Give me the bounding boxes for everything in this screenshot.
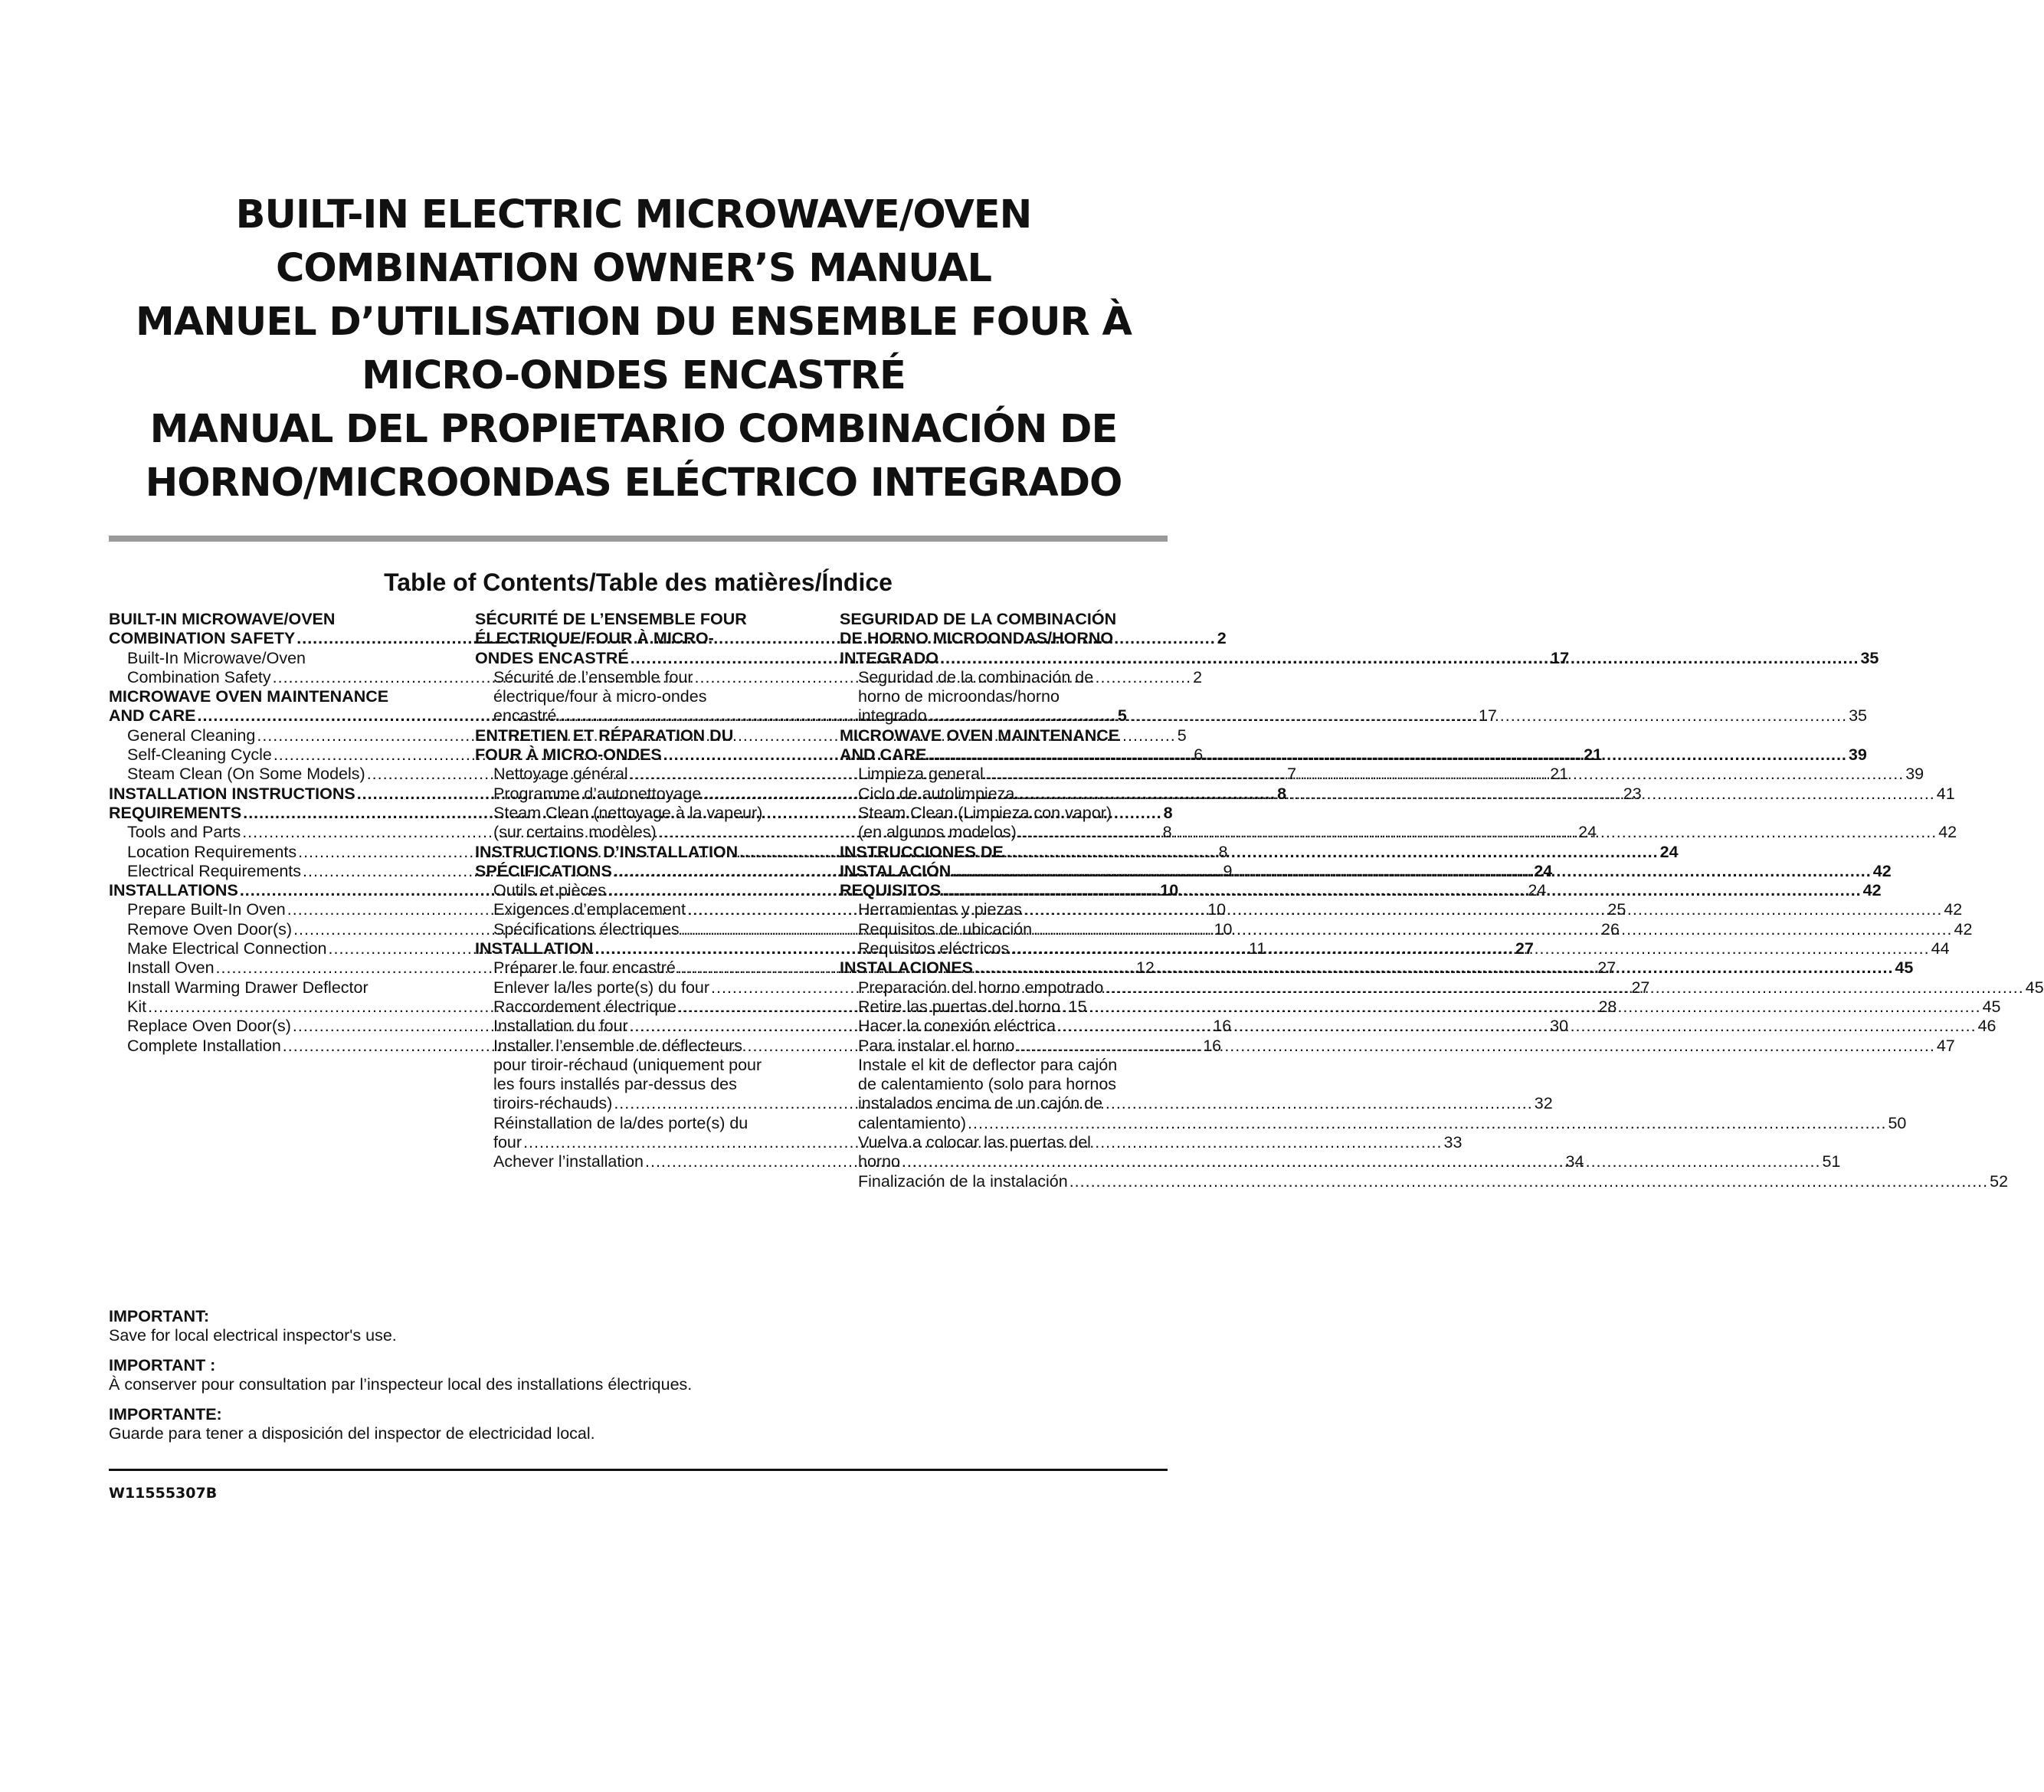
toc-entry-label: ENTRETIEN ET RÉPARATION DU [475, 726, 734, 745]
toc-entry-label: Instale el kit de deflector para cajón [858, 1055, 1118, 1074]
toc-page-number: 24 [1659, 842, 1679, 861]
dot-leader [1011, 939, 1929, 958]
toc-entry-label: integrado [858, 706, 927, 726]
title-line: MICRO-ONDES ENCASTRÉ [362, 353, 906, 398]
toc-page-number: 27 [1515, 939, 1534, 958]
toc-entry-label: Retire las puertas del horno [858, 997, 1061, 1016]
toc-entry-label: Kit [127, 997, 147, 1016]
toc-page-number: 21 [1584, 745, 1603, 765]
important-heading: IMPORTANTE: [109, 1405, 222, 1423]
toc-entry-label: COMBINATION SAFETY [109, 629, 296, 648]
toc-entry-label: Enlever la/les porte(s) du four [493, 978, 710, 997]
toc-entry-label: Limpieza general [858, 765, 984, 784]
toc-page-number: 44 [1931, 939, 1950, 958]
toc-page-number: 11 [1248, 939, 1266, 958]
toc-entry-label: Installation du four [493, 1017, 628, 1036]
toc-entry-label: DE HORNO MICROONDAS/HORNO [840, 629, 1114, 648]
toc-page-number: 35 [1849, 706, 1868, 726]
dot-leader [1016, 1037, 1934, 1056]
toc-entry-label: Location Requirements [127, 842, 297, 861]
toc-page-number: 17 [1478, 706, 1497, 726]
manual-title [107, 188, 1160, 510]
toc-entry-label: calentamiento) [858, 1113, 967, 1132]
toc-page-number: 39 [1905, 765, 1924, 784]
toc-entry-label: REQUIREMENTS [109, 803, 242, 822]
toc-entry-label: INSTALACIÓN [840, 861, 952, 880]
dot-leader [902, 1152, 1820, 1171]
dot-leader [975, 958, 1893, 978]
toc-entry-label: horno de microondas/horno [858, 687, 1060, 706]
important-notices [109, 1307, 1168, 1454]
toc-entry-label: INSTALLATION INSTRUCTIONS [109, 784, 355, 803]
toc-entry-label: Herramientas y piezas [858, 900, 1022, 919]
toc-page-number: 24 [1534, 861, 1553, 880]
toc-page-number: 45 [1895, 958, 1914, 978]
toc-page-number: 47 [1936, 1036, 1955, 1055]
toc-page-number: 17 [1551, 648, 1570, 667]
toc-entry-label: Install Oven [127, 958, 215, 978]
toc-entry-label: pour tiroir-réchaud (uniquement pour [493, 1055, 762, 1074]
toc-page-number: 2 [1193, 667, 1203, 686]
dot-leader [1024, 900, 1942, 919]
toc-page-number: 28 [1598, 997, 1617, 1016]
toc-entry-label: Exigences d’emplacement [493, 900, 686, 919]
toc-entry-label: Requisitos eléctricos [858, 939, 1010, 958]
toc-page-number: 25 [1607, 900, 1626, 919]
toc-entry-label: Tools and Parts [127, 823, 241, 842]
toc-entry-label: Vuelva a colocar las puertas del [858, 1133, 1091, 1152]
toc-page-number: 10 [1207, 900, 1227, 919]
toc-heading: Table of Contents/Table des matières/Índice [384, 568, 893, 596]
toc-page-number: 16 [1203, 1036, 1222, 1055]
toc-entry-label: Préparer le four encastré [493, 958, 676, 978]
toc-entry-label: Preparación del horno empotrado [858, 978, 1104, 997]
toc-page-number: 42 [1944, 900, 1963, 919]
toc-page-number: 8 [1277, 784, 1287, 803]
toc-entry-last-line [858, 1113, 1907, 1133]
toc-page-number: 8 [1218, 842, 1228, 861]
toc-entry-label: AND CARE [109, 706, 196, 726]
toc-entry-label: Outils et pièces [493, 881, 606, 900]
toc-entry-label: SEGURIDAD DE LA COMBINACIÓN [840, 610, 1117, 628]
toc-entry-label: Programme d’autonettoyage [493, 784, 702, 803]
dot-leader [929, 706, 1847, 726]
important-heading: IMPORTANT : [109, 1356, 216, 1374]
toc-entry-label: Installer l’ensemble de déflecteurs [493, 1036, 743, 1055]
toc-entry-label: INTEGRADO [840, 648, 938, 667]
toc-entry-label: REQUISITOS [840, 881, 942, 900]
dot-leader [1062, 998, 1980, 1017]
toc-page-number: 24 [1528, 881, 1547, 900]
dot-leader [1057, 1017, 1976, 1036]
toc-entry-label: de calentamiento (solo para hornos [858, 1075, 1117, 1094]
toc-entry-label: FOUR À MICRO-ONDES [475, 745, 662, 765]
toc-entry-label: Requisitos de ubicación [858, 919, 1033, 939]
toc-page-number: 41 [1936, 784, 1955, 803]
toc-entry-label: Make Electrical Connection [127, 939, 327, 958]
toc-entry-label: Install Warming Drawer Deflector [127, 978, 369, 997]
toc-entry-label: INSTRUCTIONS D’INSTALLATION [475, 842, 739, 861]
toc-entry-label: Combination Safety [127, 667, 271, 686]
title-line: BUILT-IN ELECTRIC MICROWAVE/OVEN [235, 192, 1032, 238]
toc-entry-label: Built-In Microwave/Oven [127, 648, 306, 667]
toc-page-number: 10 [1160, 881, 1179, 900]
toc-entry-label: Finalización de la instalación [858, 1171, 1068, 1191]
title-line: HORNO/MICROONDAS ELÉCTRICO INTEGRADO [145, 460, 1122, 506]
toc-page-number: 2 [1217, 629, 1227, 648]
dot-leader [1105, 978, 2023, 998]
toc-entry-label: INSTALLATION [475, 939, 594, 958]
toc-entry-label: Complete Installation [127, 1036, 281, 1055]
dot-leader [968, 1114, 1886, 1133]
toc-page-number: 27 [1597, 958, 1617, 978]
toc-entry-label: BUILT-IN MICROWAVE/OVEN [109, 610, 336, 628]
toc-entry-label: Steam Clean (On Some Models) [127, 765, 365, 784]
important-text: Guarde para tener a disposición del inspector de electricidad local. [109, 1424, 595, 1443]
toc-entry-label: INSTALLATIONS [109, 881, 238, 900]
toc-page-number: 42 [1862, 881, 1882, 900]
dot-leader [928, 745, 1846, 765]
toc-page-number: 45 [1982, 997, 2001, 1016]
dot-leader [1033, 920, 1952, 939]
important-heading: IMPORTANT: [109, 1307, 209, 1325]
toc-entry-label: Self-Cleaning Cycle [127, 745, 272, 765]
toc-page-number: 30 [1550, 1017, 1569, 1036]
toc-page-number: 45 [2025, 978, 2044, 997]
toc-page-number: 34 [1565, 1152, 1584, 1171]
toc-page-number: 6 [1194, 745, 1204, 765]
toc-entry-label: INSTRUCCIONES DE [840, 842, 1004, 861]
toc-page-number: 50 [1888, 1113, 1907, 1132]
part-number: W11555307B [109, 1485, 218, 1502]
toc-entry-label: General Cleaning [127, 726, 256, 745]
dot-leader [952, 862, 1871, 881]
toc-page-number: 9 [1223, 861, 1233, 880]
dot-leader [1016, 785, 1934, 804]
toc-entry-label: instalados encima de un cajón de [858, 1094, 1103, 1113]
toc-page-number: 15 [1068, 997, 1087, 1016]
toc-entry-label: horno [858, 1152, 900, 1171]
dot-leader [1018, 823, 1937, 842]
toc-page-number: 12 [1135, 958, 1155, 978]
toc-entry-label: Steam Clean (nettoyage à la vapeur) [493, 803, 763, 822]
important-text: À conserver pour consultation par l’inspecteur local des installations électriques. [109, 1375, 693, 1394]
toc-entry [840, 1171, 2009, 1191]
toc-page-number: 21 [1550, 765, 1569, 784]
toc-entry-label: Replace Oven Door(s) [127, 1017, 291, 1036]
dot-leader [985, 765, 1904, 784]
toc-entry-label: SÉCURITÉ DE L’ENSEMBLE FOUR [475, 610, 747, 628]
toc-page-number: 32 [1534, 1094, 1553, 1113]
toc-entry-label: Nettoyage général [493, 765, 628, 784]
toc-entry-label: AND CARE [840, 745, 927, 765]
toc-page-number: 8 [1163, 803, 1173, 822]
toc-page-number: 42 [1872, 861, 1892, 880]
toc-entry-label: INSTALACIONES [840, 958, 973, 978]
toc-entry-label: électrique/four à micro-ondes [493, 687, 707, 706]
toc-page-number: 42 [1954, 919, 1973, 939]
toc-page-number: 33 [1443, 1133, 1463, 1152]
toc-entry-label: Remove Oven Door(s) [127, 919, 293, 939]
dot-leader [940, 649, 1859, 668]
footer-divider [109, 1469, 1168, 1471]
toc-page-number: 39 [1848, 745, 1867, 765]
toc-entry-label: tiroirs-réchauds) [493, 1094, 613, 1113]
title-divider [109, 536, 1168, 542]
toc-page-number: 42 [1938, 823, 1957, 842]
toc-entry-last-line [858, 1171, 2009, 1191]
toc-page-number: 35 [1860, 648, 1879, 667]
toc-entry-label: ONDES ENCASTRÉ [475, 648, 629, 667]
toc-entry-label: Sécurité de l’ensemble four [493, 667, 693, 686]
toc-entry-label: les fours installés par-dessus des [493, 1075, 737, 1094]
important-text: Save for local electrical inspector's use. [109, 1326, 397, 1345]
title-line: MANUEL D’UTILISATION DU ENSEMBLE FOUR À [136, 300, 1132, 345]
toc-entry-label: Raccordement électrique [493, 997, 677, 1016]
toc-entry-label: Ciclo de autolimpieza [858, 784, 1015, 803]
toc-entry-label: MICROWAVE OVEN MAINTENANCE [840, 726, 1120, 745]
dot-leader [942, 881, 1861, 900]
toc-page-number: 8 [1162, 823, 1172, 842]
toc-page-number: 5 [1117, 706, 1127, 726]
toc-entry-label: encastré [493, 706, 557, 726]
toc-entry-label: Hacer la conexión eléctrica [858, 1017, 1056, 1036]
toc-page-number: 46 [1977, 1017, 1997, 1036]
toc-page-number: 26 [1601, 919, 1620, 939]
toc-page-number: 7 [1287, 765, 1297, 784]
toc-page-number: 51 [1822, 1152, 1841, 1171]
toc-page-number: 27 [1631, 978, 1650, 997]
toc-entry-label: Réinstallation de la/des porte(s) du [493, 1113, 748, 1132]
toc-entry-label: Steam Clean (Limpieza con vapor) [858, 803, 1112, 822]
toc-entry-label: Seguridad de la combinación de [858, 667, 1094, 686]
toc-page-number: 52 [1990, 1171, 2009, 1191]
toc-entry-label: Spécifications électriques [493, 919, 680, 939]
toc-page-number: 23 [1623, 784, 1642, 803]
toc-entry-label: Electrical Requirements [127, 861, 302, 880]
toc-page-number: 24 [1578, 823, 1597, 842]
toc-page-number: 5 [1177, 726, 1187, 745]
toc-entry-label: MICROWAVE OVEN MAINTENANCE [109, 687, 389, 706]
toc-entry-label: ÉLECTRIQUE/FOUR À MICRO- [475, 629, 714, 648]
toc-entry-label: four [493, 1133, 522, 1152]
toc-entry-label: Achever l’installation [493, 1152, 644, 1171]
toc-entry-label: Para instalar el horno [858, 1036, 1015, 1055]
toc-page-number: 10 [1214, 919, 1233, 939]
toc-entry-label: (en algunos modelos) [858, 823, 1017, 842]
title-line: MANUAL DEL PROPIETARIO COMBINACIÓN DE [149, 407, 1118, 452]
title-line: COMBINATION OWNER’S MANUAL [275, 246, 992, 291]
toc-entry-label: Prepare Built-In Oven [127, 900, 286, 919]
toc-entry-label: SPÉCIFICATIONS [475, 861, 612, 880]
dot-leader [1069, 1172, 1988, 1191]
toc-page-number: 16 [1213, 1017, 1232, 1036]
toc-entry-label: (sur certains modèles) [493, 823, 657, 842]
